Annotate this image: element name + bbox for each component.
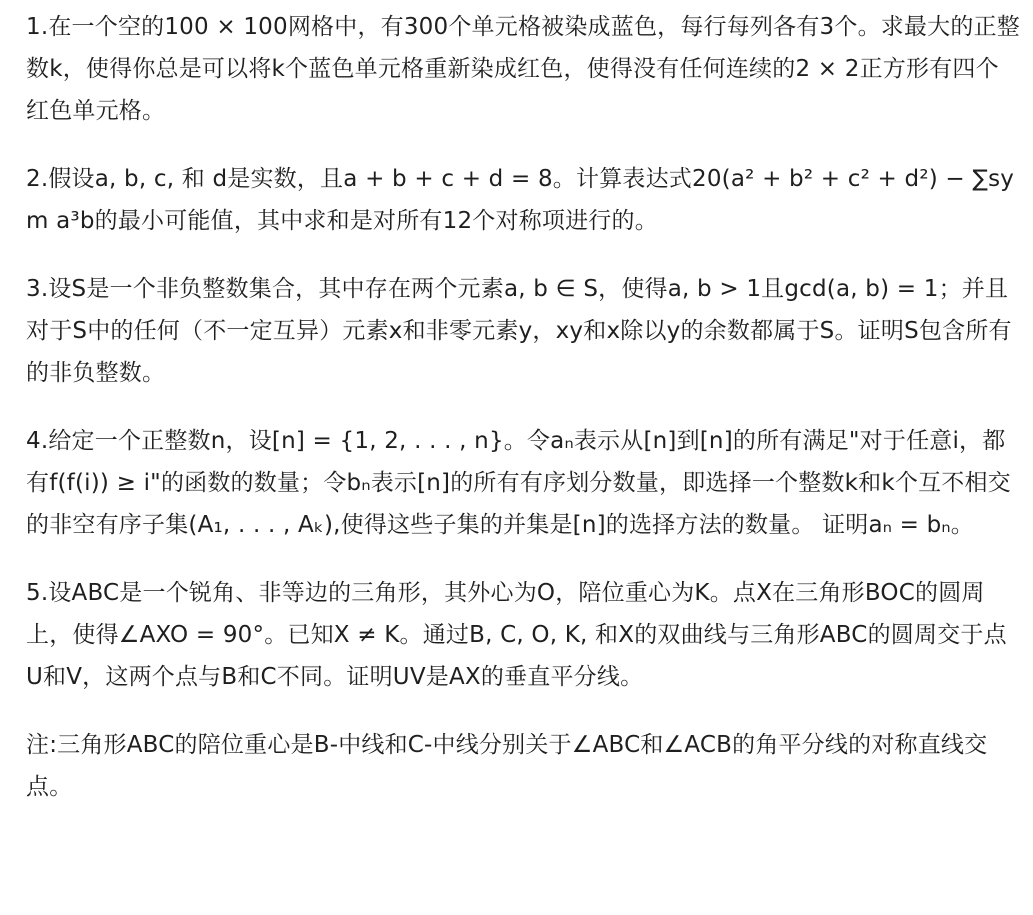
problem-4-text: 4.给定一个正整数n，设[n] = {1, 2, . . . , n}。令aₙ表示从[n]到[n]的所有满足"对于任意i，都有f(f(i)) ≥ i"的函数的数量；令bₙ表示[n]的所有有序划分数量，即选择一个整数k和k个互不相交的非空有序子集(A₁, . . . , Aₖ),使得这些子集的并集是[n]的选择方法的数量。 证明aₙ = bₙ。 <box>26 428 1011 538</box>
note-text: 注:三角形ABC的陪位重心是B-中线和C-中线分别关于∠ABC和∠ACB的角平分线的对称直线交点。 <box>26 732 988 800</box>
problem-5-text: 5.设ABC是一个锐角、非等边的三角形，其外心为O，陪位重心为K。点X在三角形BOC的圆周上，使得∠AXO = 90°。已知X ≠ K。通过B, C, O, K, 和X的双曲线与三角形ABC的圆周交于点U和V，这两个点与B和C不同。证明UV是AX的垂直平分线。 <box>26 580 1007 690</box>
problem-list <box>26 6 1021 808</box>
problem-2-text: 2.假设a, b, c, 和 d是实数，且a + b + c + d = 8。计算表达式20(a² + b² + c² + d²) − ∑sym a³b的最小可能值，其中求和是对所有12个对称项进行的。 <box>26 166 1015 234</box>
problem-1-text: 1.在一个空的100 × 100网格中，有300个单元格被染成蓝色，每行每列各有3个。求最大的正整数k，使得你总是可以将k个蓝色单元格重新染成红色，使得没有任何连续的2 × 2正方形有四个红色单元格。 <box>26 14 1020 124</box>
problem-3-text: 3.设S是一个非负整数集合，其中存在两个元素a, b ∈ S，使得a, b > 1且gcd(a, b) = 1；并且对于S中的任何（不一定互异）元素x和非零元素y，xy和x除以y的余数都属于S。证明S包含所有的非负整数。 <box>26 276 1012 386</box>
